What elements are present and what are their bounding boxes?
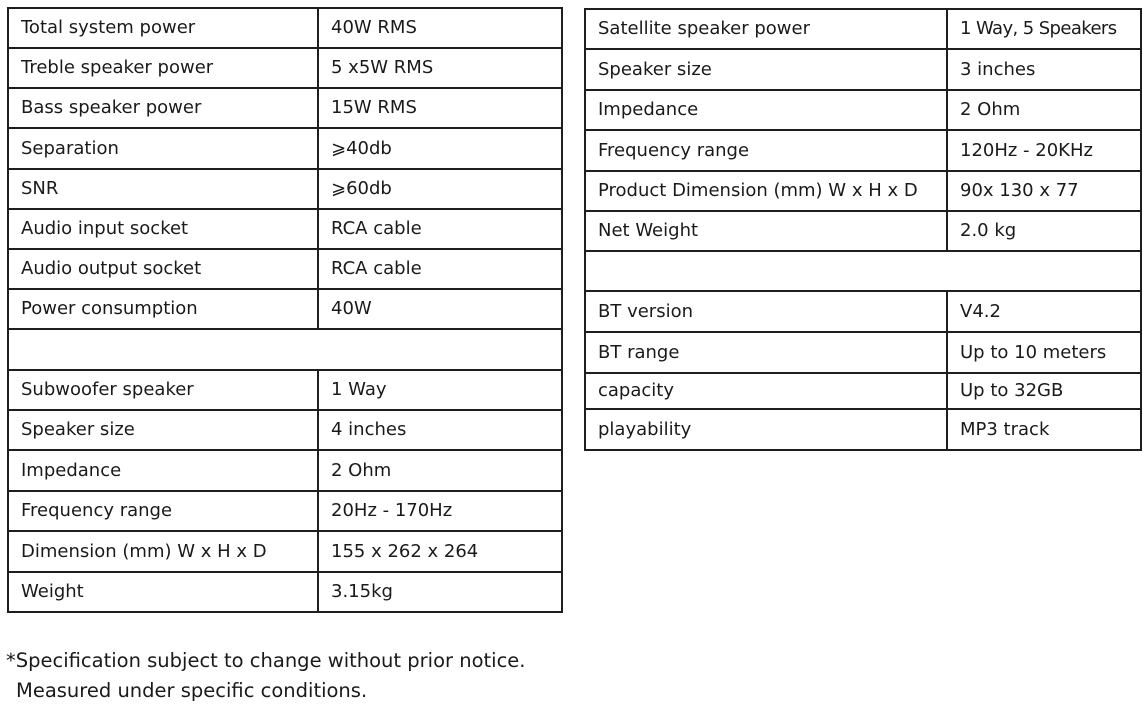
table-row [585,409,1141,450]
table-row [585,9,1141,49]
table-row [8,289,562,329]
spec-label: SNR [8,169,318,209]
spec-label: Speaker size [8,410,318,450]
spec-label: Frequency range [585,130,947,171]
spec-value: 155 x 262 x 264 [318,531,562,572]
table-row [8,249,562,289]
spec-label: Audio input socket [8,209,318,249]
table-row [585,373,1141,409]
table-row [8,169,562,209]
spec-label: Impedance [8,450,318,491]
table-row [585,90,1141,130]
table-row [8,8,562,48]
spec-label: Total system power [8,8,318,48]
table-row [8,491,562,531]
spec-value: 3.15kg [318,572,562,612]
spec-value: Up to 10 meters [947,332,1141,373]
spec-label: Separation [8,128,318,169]
table-row [8,531,562,572]
spec-value: 20Hz - 170Hz [318,491,562,531]
spec-label: capacity [585,373,947,409]
specification-footnote [6,646,526,706]
footnote-line-1: *Specification subject to change without prior notice. [6,649,526,672]
spec-label: playability [585,409,947,450]
spec-label: Bass speaker power [8,88,318,128]
table-row [8,450,562,491]
table-spacer-row [585,251,1141,291]
spec-label: Power consumption [8,289,318,329]
spec-value: 15W RMS [318,88,562,128]
table-row [585,49,1141,90]
spec-label: Weight [8,572,318,612]
table-row [585,130,1141,171]
table-row [8,410,562,450]
table-row [585,171,1141,211]
spec-label: BT version [585,291,947,332]
spec-value: V4.2 [947,291,1141,332]
table-row [8,209,562,249]
spec-value: 40W RMS [318,8,562,48]
blank-cell [585,251,1141,291]
spec-value: ⩾60db [318,169,562,209]
table-row [8,48,562,88]
spec-value: Up to 32GB [947,373,1141,409]
table-row [585,332,1141,373]
system-spec-table [7,7,563,613]
spec-label: Net Weight [585,211,947,251]
spec-label: Audio output socket [8,249,318,289]
spec-value: 120Hz - 20KHz [947,130,1141,171]
spec-value: 1 Way [318,370,562,410]
spec-value: 2.0 kg [947,211,1141,251]
spec-label: Speaker size [585,49,947,90]
spec-value: 2 Ohm [947,90,1141,130]
spec-value: MP3 track [947,409,1141,450]
blank-cell [8,329,562,370]
spec-label: Impedance [585,90,947,130]
footnote-line-2: Measured under specific conditions. [16,679,368,702]
table-row [585,211,1141,251]
spec-label: Dimension (mm) W x H x D [8,531,318,572]
spec-value: 3 inches [947,49,1141,90]
spec-label: Subwoofer speaker [8,370,318,410]
spec-value: 5 x5W RMS [318,48,562,88]
spec-value: 4 inches [318,410,562,450]
spec-label: Product Dimension (mm) W x H x D [585,171,947,211]
spec-value: 2 Ohm [318,450,562,491]
spec-label: Frequency range [8,491,318,531]
table-spacer-row [8,329,562,370]
spec-value: 90x 130 x 77 [947,171,1141,211]
table-row [585,291,1141,332]
table-row [8,128,562,169]
satellite-bt-spec-table [584,8,1142,451]
spec-value: RCA cable [318,209,562,249]
table-row [8,572,562,612]
spec-value: RCA cable [318,249,562,289]
spec-value: ⩾40db [318,128,562,169]
table-row [8,370,562,410]
spec-value: 1 Way, 5 Speakers [947,9,1141,49]
spec-label: BT range [585,332,947,373]
spec-value: 40W [318,289,562,329]
table-row [8,88,562,128]
spec-label: Satellite speaker power [585,9,947,49]
spec-label: Treble speaker power [8,48,318,88]
